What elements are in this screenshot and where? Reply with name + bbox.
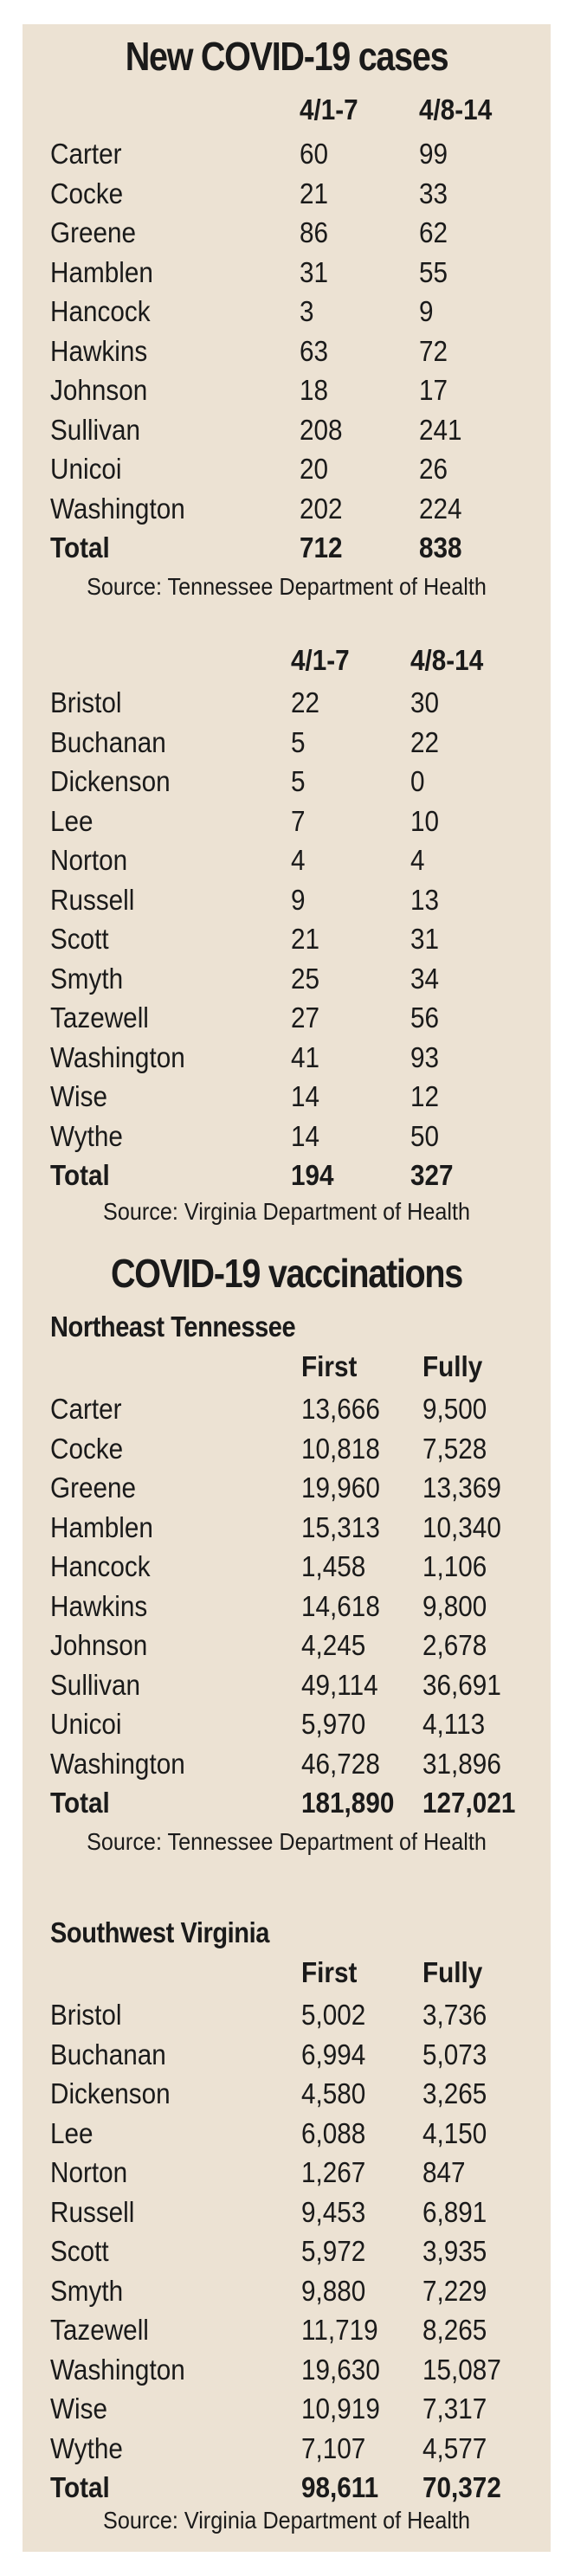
value-col-1: 5,002 [301,1999,366,2031]
county-name: Lee [50,804,94,837]
county-name: Scott [50,2235,109,2267]
value-col-1: 10,818 [301,1432,380,1465]
value-col-2: 241 [419,413,462,446]
cases-va-table-total-row [23,1156,551,1195]
value-col-1: 63 [300,334,329,367]
value-col-2: 8,265 [422,2314,487,2346]
cases-va-table-col-header: 4/8-14 [410,644,484,676]
vaccinations-va-table-col-header: First [301,1956,358,1988]
county-name: Hamblen [50,255,153,288]
value-col-2: 55 [419,255,448,288]
value-col-2: 17 [419,374,448,406]
value-col-1: 27 [291,1001,320,1034]
vaccinations-tn-subtitle: Northeast Tennessee [50,1311,296,1343]
county-name: Smyth [50,2274,124,2307]
value-col-2: 93 [410,1040,440,1073]
cases-va-table-row [23,1039,551,1077]
county-name: Wise [50,2392,108,2425]
county-name: Scott [50,923,109,955]
county-name: Carter [50,138,122,170]
vaccinations-va-table-total-row [23,2469,551,2507]
county-name: Total [50,531,110,564]
county-name: Unicoi [50,453,122,485]
vaccinations-title: COVID-19 vaccinations [110,1251,463,1296]
county-name: Unicoi [50,1708,122,1740]
vaccinations-va-table-source: Source: Virginia Department of Health [103,2507,470,2534]
value-col-2: 0 [410,765,425,797]
county-name: Lee [50,2116,94,2149]
covid-data-panel [23,24,551,2552]
value-col-2: 15,087 [422,2353,501,2386]
value-col-2: 4,150 [422,2116,487,2149]
value-col-2: 31,896 [422,1747,501,1780]
cases-va-table-row [23,802,551,840]
county-name: Russell [50,2195,135,2228]
value-col-2: 7,317 [422,2392,487,2425]
county-name: Dickenson [50,765,171,797]
county-name: Total [50,1787,110,1819]
vaccinations-va-table-row [23,2115,551,2153]
cases-va-table-row [23,763,551,801]
value-col-1: 9 [291,883,306,916]
county-name: Russell [50,883,135,916]
vaccinations-tn-table-row [23,1626,551,1665]
cases-tn-table-source: Source: Tennessee Department of Health [87,573,487,600]
value-col-1: 5 [291,725,306,758]
value-col-1: 98,611 [301,2471,379,2503]
value-col-1: 202 [300,492,343,525]
value-col-2: 26 [419,453,448,485]
value-col-2: 224 [419,492,462,525]
value-col-1: 181,890 [301,1787,395,1819]
vaccinations-tn-table-row [23,1587,551,1626]
county-name: Sullivan [50,1668,141,1701]
vaccinations-va-table-row [23,2311,551,2349]
value-col-1: 13,666 [301,1393,380,1425]
value-col-1: 9,880 [301,2274,366,2307]
county-name: Total [50,2471,110,2503]
county-name: Sullivan [50,413,141,446]
county-name: Carter [50,1393,122,1425]
vaccinations-tn-table-row [23,1705,551,1743]
county-name: Washington [50,492,185,525]
value-col-1: 21 [300,177,329,209]
value-col-1: 19,630 [301,2353,380,2386]
vaccinations-tn-table-row [23,1548,551,1586]
value-col-1: 4,245 [301,1629,366,1661]
value-col-2: 2,678 [422,1629,487,1661]
cases-va-table-row [23,1117,551,1156]
value-col-2: 72 [419,334,448,367]
value-col-2: 9 [419,295,434,327]
value-col-1: 1,267 [301,2156,366,2188]
value-col-2: 3,935 [422,2235,487,2267]
cases-va-table-row [23,841,551,879]
value-col-2: 3,736 [422,1999,487,2031]
value-col-2: 6,891 [422,2195,487,2228]
value-col-1: 7,107 [301,2431,366,2464]
county-name: Washington [50,1747,185,1780]
county-name: Hancock [50,1550,151,1582]
cases-tn-table-row [23,371,551,409]
value-col-2: 13,369 [422,1472,501,1504]
value-col-2: 22 [410,725,440,758]
cases-va-table-row [23,999,551,1037]
county-name: Total [50,1159,110,1191]
cases-tn-table-total-row [23,529,551,567]
county-name: Hawkins [50,1589,148,1622]
value-col-1: 4,580 [301,2077,366,2109]
value-col-2: 4,577 [422,2431,487,2464]
vaccinations-va-subtitle: Southwest Virginia [50,1916,269,1948]
cases-va-table-row [23,1078,551,1116]
value-col-2: 13 [410,883,440,916]
county-name: Wise [50,1080,108,1112]
value-col-1: 10,919 [301,2392,380,2425]
value-col-2: 847 [422,2156,466,2188]
county-name: Greene [50,216,137,248]
vaccinations-va-table-col-header: Fully [422,1956,483,1988]
value-col-2: 127,021 [422,1787,516,1819]
vaccinations-va-table-row [23,2390,551,2428]
vaccinations-va-table-row [23,2193,551,2231]
county-name: Washington [50,2353,185,2386]
cases-tn-table-row [23,214,551,252]
value-col-1: 15,313 [301,1510,380,1543]
value-col-2: 50 [410,1119,440,1152]
vaccinations-va-table-row [23,2272,551,2310]
value-col-1: 5,972 [301,2235,366,2267]
value-col-2: 36,691 [422,1668,501,1701]
vaccinations-va-table-row [23,2075,551,2113]
cases-va-table-row [23,724,551,762]
vaccinations-va-table-row [23,2430,551,2468]
cases-tn-table-row [23,293,551,331]
cases-va-table-row [23,960,551,998]
cases-tn-table-row [23,411,551,449]
value-col-2: 10,340 [422,1510,501,1543]
vaccinations-tn-table-row [23,1390,551,1428]
value-col-1: 7 [291,804,306,837]
value-col-1: 11,719 [301,2314,378,2346]
county-name: Johnson [50,1629,148,1661]
value-col-1: 14,618 [301,1589,380,1622]
value-col-2: 56 [410,1001,440,1034]
county-name: Cocke [50,1432,124,1465]
cases-va-table-row [23,881,551,919]
value-col-1: 6,994 [301,2038,366,2070]
value-col-2: 7,229 [422,2274,487,2307]
vaccinations-tn-table-col-header: First [301,1350,358,1382]
cases-tn-table-row [23,332,551,370]
value-col-2: 9,500 [422,1393,487,1425]
value-col-1: 5,970 [301,1708,366,1740]
value-col-2: 34 [410,962,440,995]
vaccinations-va-table-row [23,1996,551,2034]
cases-tn-table-row [23,175,551,213]
cases-tn-table-row [23,450,551,488]
vaccinations-tn-table-source: Source: Tennessee Department of Health [87,1828,487,1855]
cases-va-table-row [23,684,551,722]
value-col-1: 20 [300,453,329,485]
cases-va-table-source: Source: Virginia Department of Health [103,1198,470,1225]
value-col-2: 4,113 [422,1708,486,1740]
county-name: Norton [50,2156,128,2188]
value-col-2: 5,073 [422,2038,487,2070]
cases-tn-table-row [23,490,551,528]
county-name: Washington [50,1040,185,1073]
value-col-2: 30 [410,686,440,718]
county-name: Wythe [50,1119,123,1152]
value-col-1: 25 [291,962,320,995]
value-col-1: 22 [291,686,320,718]
vaccinations-va-table-row [23,2232,551,2270]
county-name: Hamblen [50,1510,153,1543]
value-col-2: 62 [419,216,448,248]
vaccinations-tn-table-row [23,1469,551,1507]
value-col-1: 46,728 [301,1747,380,1780]
value-col-2: 4 [410,844,425,876]
county-name: Buchanan [50,725,166,758]
value-col-2: 327 [410,1159,454,1191]
vaccinations-tn-table-row [23,1666,551,1704]
value-col-1: 6,088 [301,2116,366,2149]
county-name: Cocke [50,177,124,209]
value-col-1: 1,458 [301,1550,366,1582]
county-name: Bristol [50,1999,122,2031]
value-col-1: 31 [300,255,329,288]
value-col-1: 712 [300,531,343,564]
vaccinations-tn-table-row [23,1509,551,1547]
value-col-2: 31 [410,923,440,955]
value-col-2: 9,800 [422,1589,487,1622]
county-name: Norton [50,844,128,876]
cases-tn-table-col-header: 4/1-7 [300,93,358,126]
cases-tn-table-row [23,254,551,292]
value-col-1: 18 [300,374,329,406]
vaccinations-va-table-row [23,2154,551,2192]
value-col-2: 1,106 [422,1550,487,1582]
value-col-2: 12 [410,1080,440,1112]
value-col-2: 3,265 [422,2077,487,2109]
county-name: Buchanan [50,2038,166,2070]
county-name: Bristol [50,686,122,718]
value-col-1: 21 [291,923,320,955]
vaccinations-tn-table-row [23,1430,551,1468]
value-col-1: 14 [291,1080,320,1112]
county-name: Hawkins [50,334,148,367]
county-name: Hancock [50,295,151,327]
cases-tn-table-row [23,135,551,173]
value-col-1: 3 [300,295,314,327]
county-name: Dickenson [50,2077,171,2109]
county-name: Smyth [50,962,124,995]
value-col-2: 7,528 [422,1432,487,1465]
value-col-1: 19,960 [301,1472,380,1504]
value-col-2: 70,372 [422,2471,501,2503]
value-col-2: 33 [419,177,448,209]
cases-va-table-col-header: 4/1-7 [291,644,350,676]
value-col-1: 14 [291,1119,320,1152]
vaccinations-va-table-row [23,2351,551,2389]
value-col-1: 41 [291,1040,320,1073]
value-col-2: 838 [419,531,462,564]
county-name: Johnson [50,374,148,406]
vaccinations-tn-table-col-header: Fully [422,1350,483,1382]
value-col-1: 86 [300,216,329,248]
value-col-1: 9,453 [301,2195,366,2228]
vaccinations-tn-table-total-row [23,1784,551,1822]
cases-tn-table-col-header: 4/8-14 [419,93,493,126]
vaccinations-va-table-row [23,2036,551,2074]
cases-va-table-row [23,920,551,958]
value-col-1: 208 [300,413,343,446]
value-col-1: 194 [291,1159,334,1191]
value-col-1: 5 [291,765,306,797]
value-col-2: 10 [410,804,440,837]
county-name: Wythe [50,2431,123,2464]
value-col-1: 4 [291,844,306,876]
value-col-1: 60 [300,138,329,170]
vaccinations-tn-table-row [23,1745,551,1783]
county-name: Tazewell [50,1001,149,1034]
value-col-2: 99 [419,138,448,170]
cases-title: New COVID-19 cases [125,34,448,79]
county-name: Tazewell [50,2314,149,2346]
value-col-1: 49,114 [301,1668,378,1701]
county-name: Greene [50,1472,137,1504]
